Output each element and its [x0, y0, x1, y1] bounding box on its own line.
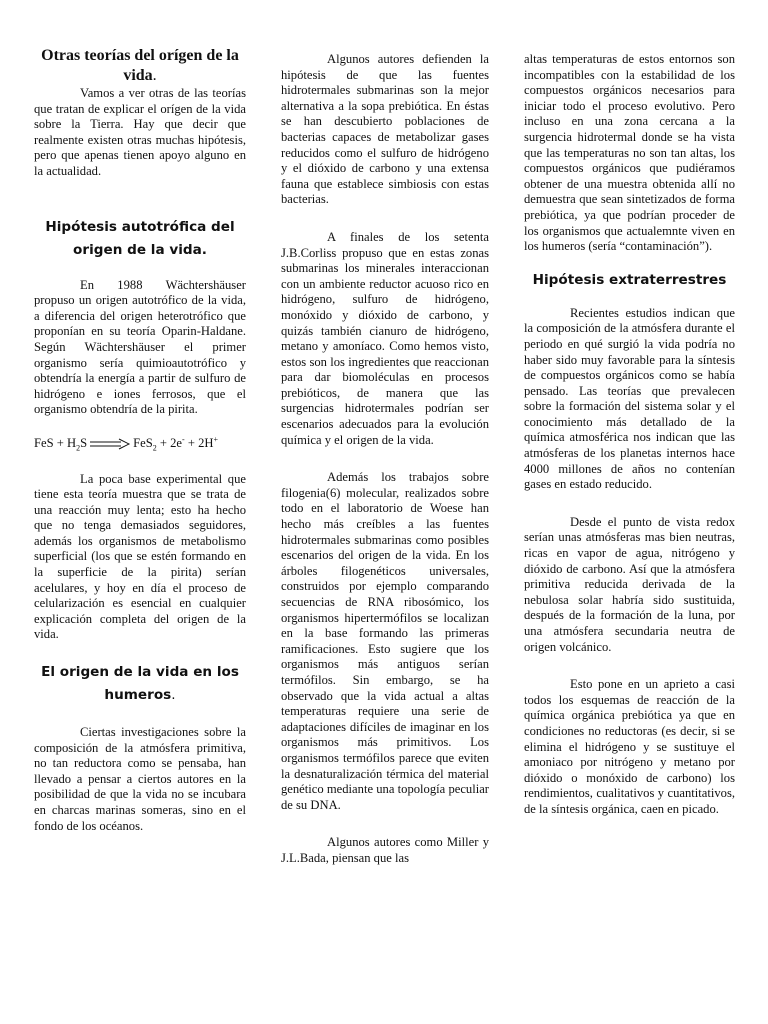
chemical-equation — [34, 436, 246, 452]
paragraph-1988: En 1988 Wächtershäuser propuso un origen autotrófico de la vida, a diferencia del origen heterotrófico que proponían en su teoría Oparin-Haldane. Según Wächtershäuser el primer organismo sería quimioautotrófico y obtendría la energía a partir de sulfuro de hidrógeno e iones ferrosos, que el organismo obtendría de la pirita. — [34, 277, 246, 417]
page-title-text: Otras teorías del orígen de la vida — [41, 47, 239, 84]
page-title-dot: . — [152, 67, 157, 84]
paragraph-ciertas: Ciertas investigaciones sobre la composición de la atmósfera primitiva, no tan reductora como se pensaba, han llevado a pensar a ciertos autores en la posibilidad de que la vida no se incubara en charcas marinas someras, sino en el fondo de los océanos. — [34, 725, 246, 833]
paragraph-recientes: Recientes estudios indican que la composición de la atmósfera durante el periodo en qué surgió la vida podría no haber sido muy favorable para la síntesis de compuestos orgánicos como se había pensado. Las teorías que prevalecen sobre la formación del sistema solar y el conocimiento más detallado de la química atmosférica nos indican que las atmósferas de los planetas internos hace 4000 millones de años no contenían gases en estado reducido. — [524, 305, 735, 492]
paragraph-altas: altas temperaturas de estos entornos son incompatibles con la estabilidad de los compuestos orgánicos necesarios para iniciar todo el proceso evolutivo. Pero incluso en una zona cercana a la surgencia hidrotermal donde se ha vista que las temperaturas no son tan altas, los compuestos orgánicos que pudiéramos obtener de una muestra obtenida allí no demuestra que sean sintetizados de forma prebiótica, ya que podrían proceder de los organismos que actualemnte viven en los humeros (sería “contaminación”). — [524, 52, 735, 254]
paragraph-ademas: Además los trabajos sobre filogenia(6) molecular, realizados sobre todo en el laboratorio de Woese han hecho más creíbles a las fuentes hidrotermales submarinas como posibles escenarios del origen de la vida. En los árboles filogenéticos universales, construidos por ejemplo comparando secuencias de RNA ribosómico, los organismos hipertermófilos se localizan en la base formando las primeras ramificaciones. Esto sugiere que los organismos más antiguos serían termófilos. Sin embargo, se ha observado que la vida actual a altas temperaturas requiere una serie de adaptaciones difíciles de imaginar en los organismos más primitivos. Los organismos termófilos parece que eviten la desnaturalización térmica del material genético mediante una topología peculiar de su DNA. — [281, 470, 489, 812]
heading-humeros: El origen de la vida en los humeros. — [41, 664, 239, 704]
paragraph-algunos: Algunos autores defienden la hipótesis de que las fuentes hidrotermales submarinas son la mejor alternativa a la sopa prebiótica. En éstas se han descubierto poblaciones de bacterias capaces de metabolizar gases reducidos como el sulfuro de hidrógeno y el dióxido de carbono y una extensa fauna que establece simbiosis con estas bacterias. — [281, 52, 489, 207]
heading-autotrophic: Hipótesis autotrófica del origen de la vida. — [45, 218, 235, 258]
paragraph-finales: A finales de los setenta J.B.Corliss propuso que en estas zonas submarinas los minerales interaccionan con un ambiente reductor acuoso rico en hidrógeno, sulfuro de hidrógeno, monóxido y dióxido de carbono, y quizás también cianuro de hidrógeno, metano y amoníaco. Como hemos visto, estos son los ingredientes que reaccionan para dar biomoléculas en procesos prebióticos, de manera que las surgencias hidrotermales podrían ser escenarios adecuados para la evolución química y el origen de la vida. — [281, 229, 489, 447]
equation-lhs: FeS + $H_2S$ — [34, 435, 88, 453]
heading-extraterrestrial: Hipótesis extraterrestres — [532, 271, 727, 288]
paragraph-esto: Esto pone en un aprieto a casi todos los esquemas de reacción de la química orgánica prebiótica ya que en condiciones no reductoras (es decir, si se elimina el hidrógeno y se sustituye el amoniaco por nitrógeno y metano por dióxido o monóxido de carbono) los rendimientos, cualitativos y cuantitativos, de la síntesis orgánica, caen en picado. — [524, 677, 735, 816]
column-2 — [281, 52, 489, 867]
intro-paragraph: Vamos a ver otras de las teorías que tratan de explicar el orígen de la vida sobre la Tierra. Hay que decir que realmente existen otras muchas hipótesis, pero que apenas tienen apoyo alguno en la actualidad. — [34, 86, 246, 178]
paragraph-miller: Algunos autores como Miller y J.L.Bada, piensan que las — [281, 835, 489, 865]
paragraph-desde: Desde el punto de vista redox serían unas atmósferas mas bien neutras, ricas en vapor de agua, nitrógeno y dióxido de carbono. Así que la atmósfera primitiva reducida derivada de la nebulosa solar habría sido sustituida, después de la formación de la luna, por una atmósfera secundaria neutra de origen volcánico. — [524, 514, 735, 654]
column-3 — [524, 52, 735, 818]
paragraph-base: La poca base experimental que tiene esta teoría muestra que se trata de una reacción muy lenta; esto ha hecho que no tenga demasiados seguidores, además los organismos de metabolismo superficial (los que se estén formando en la superficie de la pirita) serían acelulares, y hoy en día el proceso de celularización es esencial en cualquier explicación completa del origen de la vida. — [34, 471, 246, 642]
reaction-arrow-icon — [89, 438, 131, 450]
column-1 — [34, 46, 246, 834]
page-title — [34, 46, 246, 86]
equation-rhs: FeS$_2$ + 2e- + 2H+ — [133, 434, 218, 453]
